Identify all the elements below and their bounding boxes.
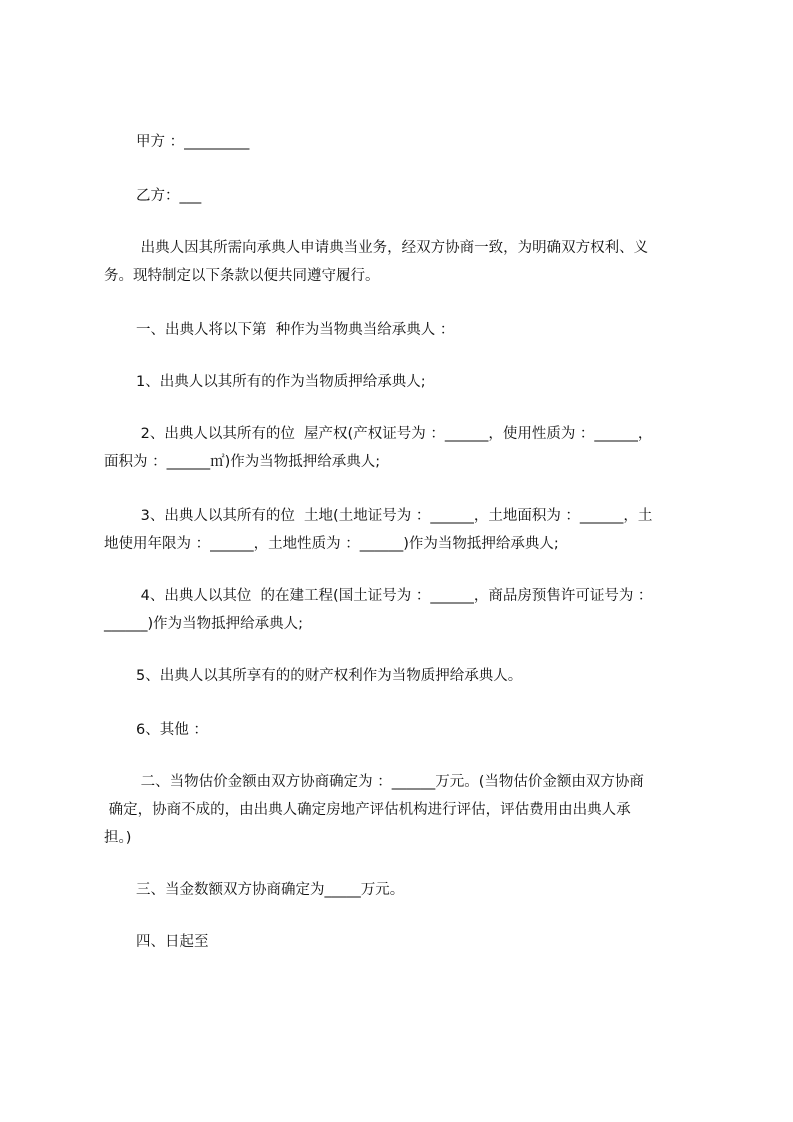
item-4-line-1: 4、出典人以其位 的在建工程(国土证号为 ：______，商品房预售许可证号为 ： <box>136 588 653 604</box>
item-3-line-1: 3、出典人以其所有的位 土地(土地证号为 ：______，土地面积为 ：______，土 <box>136 508 653 524</box>
clause-2-line-3: 担。) <box>104 830 132 846</box>
clause-1-title: 一、出典人将以下第 种作为当物典当给承典人 ： <box>136 322 455 338</box>
clause-4: 四、日起至 <box>136 934 209 950</box>
item-6: 6、其他 ： <box>136 722 208 738</box>
clause-2-line-2: 确定，协商不成的，由出典人确定房地产评估机构进行评估，评估费用由出典人承 <box>104 802 631 818</box>
party-a-line: 甲方 ：_________ <box>136 134 250 150</box>
item-5: 5、出典人以其所享有的的财产权利作为当物质押给承典人。 <box>136 668 523 684</box>
item-2-line-2: 面积为 ：______㎡)作为当物抵押给承典人; <box>104 454 381 470</box>
clause-3: 三、当金数额双方协商确定为_____万元。 <box>136 882 405 898</box>
item-2-line-1: 2、出典人以其所有的位 屋产权(产权证号为 ：______，使用性质为 ：______， <box>136 426 653 442</box>
intro-paragraph-line-1: 出典人因其所需向承典人申请典当业务，经双方协商一致，为明确双方权利、义 <box>136 240 649 256</box>
party-b-line: 乙方：___ <box>136 188 202 204</box>
intro-paragraph-line-2: 务。现特制定以下条款以便共同遵守履行。 <box>104 268 380 284</box>
item-1: 1、出典人以其所有的作为当物质押给承典人; <box>136 374 426 390</box>
item-4-line-2: ______)作为当物抵押给承典人; <box>104 616 304 632</box>
item-3-line-2: 地使用年限为 ：______，土地性质为 ：______)作为当物抵押给承典人; <box>104 536 559 552</box>
clause-2-line-1: 二、当物估价金额由双方协商确定为 ：______万元。(当物估价金额由双方协商 <box>136 774 644 790</box>
